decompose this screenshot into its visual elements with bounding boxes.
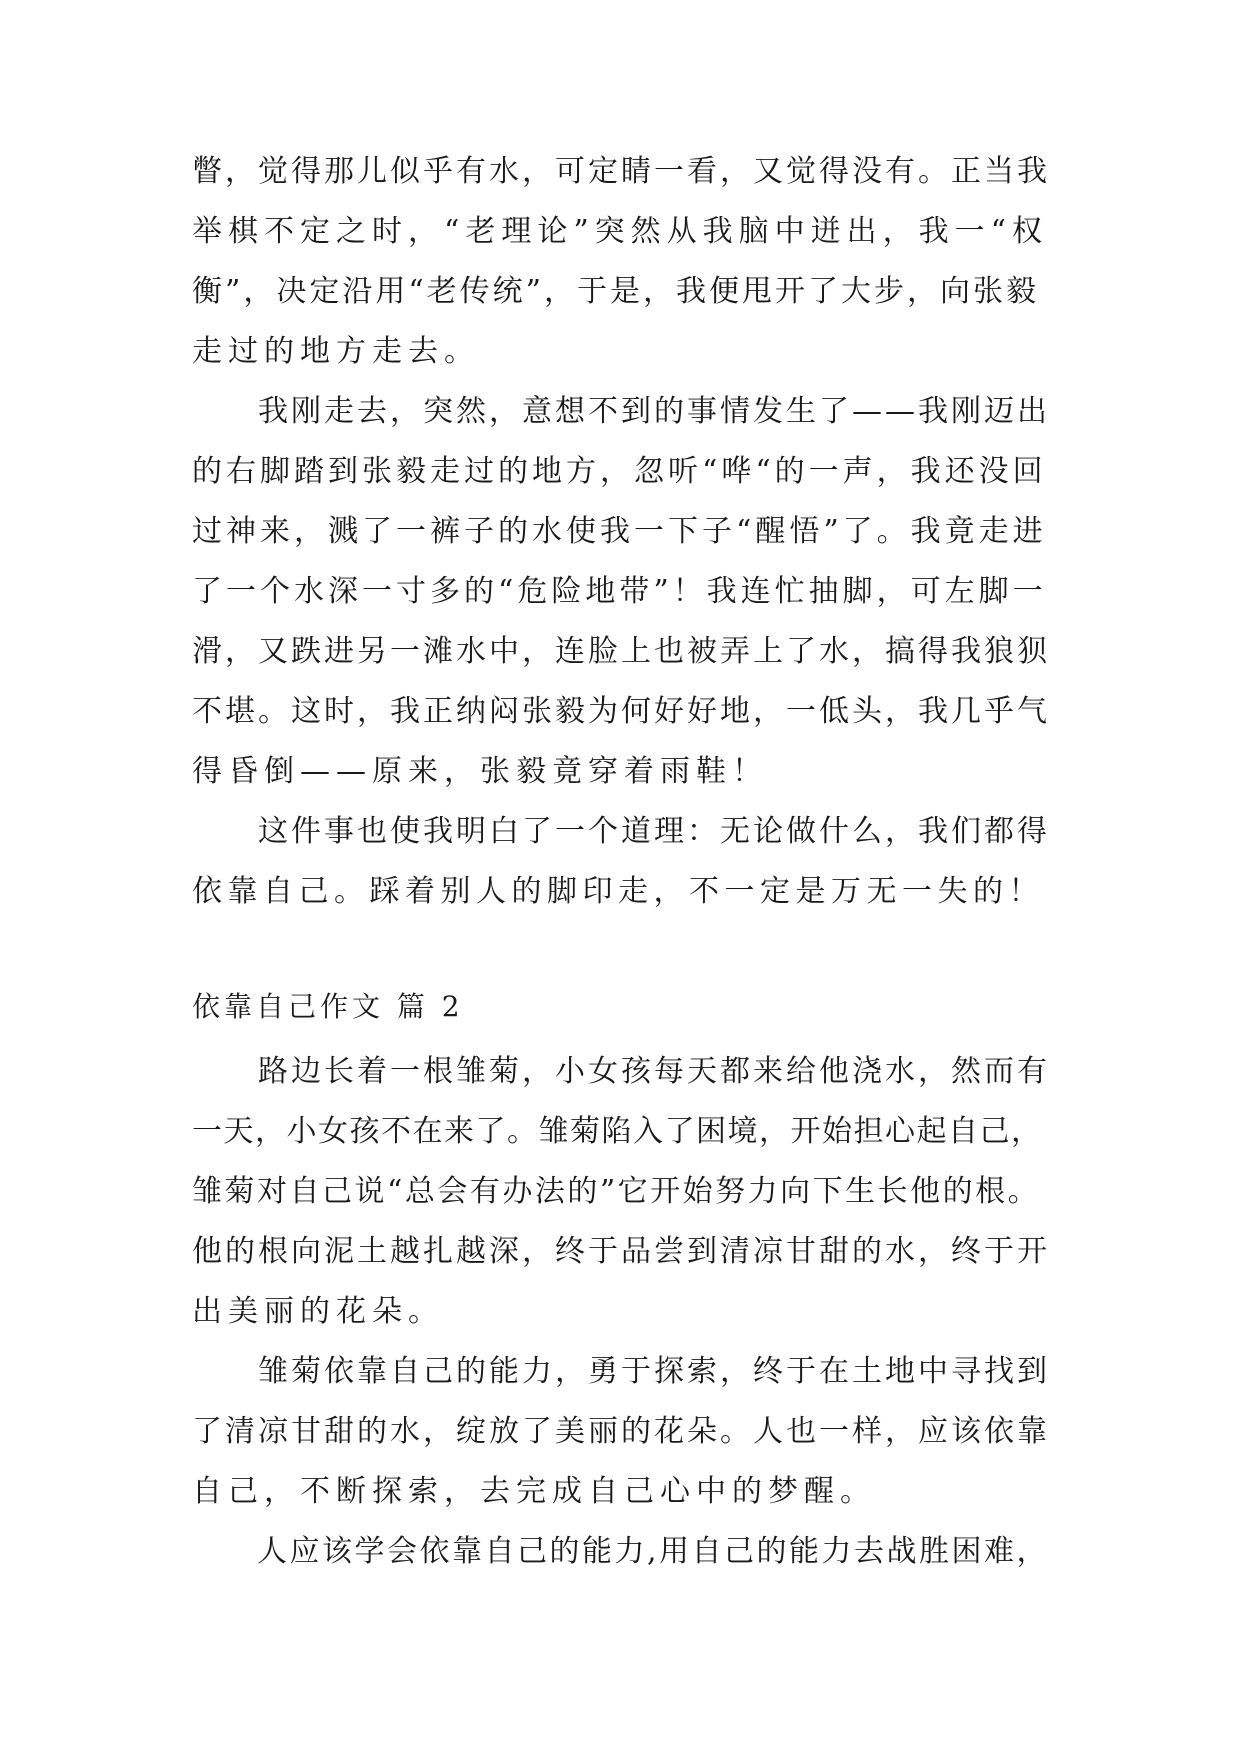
paragraph-line: 了清凉甘甜的水，绽放了美丽的花朵。人也一样，应该依靠 xyxy=(192,1414,1050,1449)
paragraph-line: 衡”，决定沿用“老传统”，于是，我便甩开了大步，向张毅 xyxy=(192,274,1040,309)
paragraph-line: 一天，小女孩不在来了。雏菊陷入了困境，开始担心起自己， xyxy=(192,1114,1043,1149)
paragraph-line: 走过的地方走去。 xyxy=(192,334,480,369)
paragraph-line: 依靠自己。踩着别人的脚印走，不一定是万无一失的！ xyxy=(192,874,1044,909)
paragraph-line: 得昏倒——原来，张毅竟穿着雨鞋！ xyxy=(192,754,768,789)
paragraph-line: 了一个水深一寸多的“危险地带”！我连忙抽脚，可左脚一 xyxy=(192,574,1047,609)
paragraph-line: 这件事也使我明白了一个道理：无论做什么，我们都得 xyxy=(192,814,1050,849)
paragraph-line: 滑，又跌进另一滩水中，连脸上也被弄上了水，搞得我狼狈 xyxy=(192,634,1050,669)
paragraph-line: 的右脚踏到张毅走过的地方，忽听“哗“的一声，我还没回 xyxy=(192,454,1047,489)
paragraph-line: 雏菊对自己说“总会有办法的”它开始努力向下生长他的根。 xyxy=(192,1174,1041,1209)
paragraph-line: 举棋不定之时，“老理论”突然从我脑中迸出，我一“权 xyxy=(192,214,1049,249)
paragraph-line: 自己，不断探索，去完成自己心中的梦醒。 xyxy=(192,1474,876,1509)
paragraph-line: 人应该学会依靠自己的能力,用自己的能力去战胜困难， xyxy=(192,1534,1050,1569)
paragraph-line: 他的根向泥土越扎越深，终于品尝到清凉甘甜的水，终于开 xyxy=(192,1234,1050,1269)
paragraph-line: 过神来，溅了一裤子的水使我一下子“醒悟”了。我竟走进 xyxy=(192,514,1047,549)
paragraph-line: 不堪。这时，我正纳闷张毅为何好好地，一低头，我几乎气 xyxy=(192,694,1050,729)
paragraph-line: 路边长着一根雏菊，小女孩每天都来给他浇水，然而有 xyxy=(192,1054,1050,1089)
section-heading: 依靠自己作文 篇 2 xyxy=(192,990,464,1023)
paragraph-line: 出美丽的花朵。 xyxy=(192,1294,444,1329)
paragraph-line: 雏菊依靠自己的能力，勇于探索，终于在土地中寻找到 xyxy=(192,1354,1050,1389)
paragraph-line: 我刚走去，突然，意想不到的事情发生了——我刚迈出 xyxy=(192,394,1050,429)
paragraph-line: 瞥，觉得那儿似乎有水，可定睛一看，又觉得没有。正当我 xyxy=(192,154,1050,189)
